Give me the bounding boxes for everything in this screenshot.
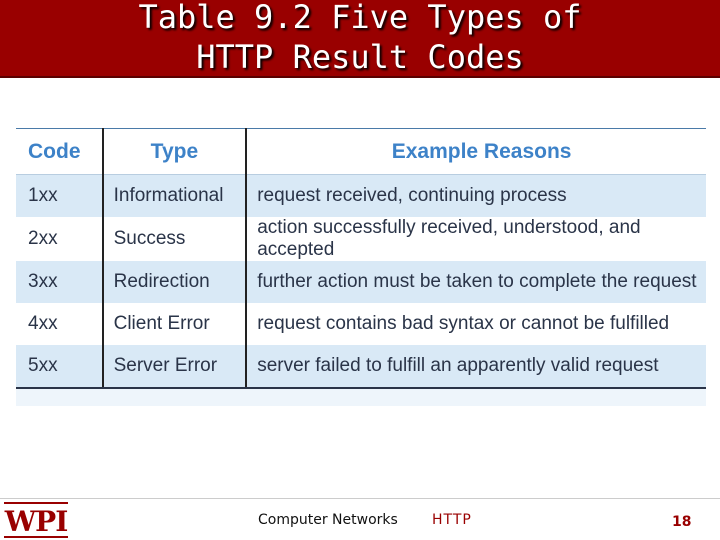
cell-type: Success [103, 217, 247, 261]
cell-code: 4xx [16, 303, 103, 345]
title-bar [0, 0, 720, 78]
wpi-logo: WPI [4, 502, 68, 538]
page-number: 18 [672, 514, 692, 530]
cell-reason: request contains bad syntax or cannot be fulfilled [246, 303, 706, 345]
cell-reason: server failed to fulfill an apparently valid request [246, 345, 706, 388]
cell-type: Server Error [103, 345, 247, 388]
cell-reason: request received, continuing process [246, 175, 706, 218]
footer-divider [0, 498, 720, 499]
table-row [16, 261, 706, 303]
footer-course-name: Computer Networks [258, 512, 398, 528]
http-result-codes-table [16, 128, 706, 389]
cell-type: Informational [103, 175, 247, 218]
slide-title [0, 0, 720, 77]
table-row [16, 175, 706, 218]
cell-code: 5xx [16, 345, 103, 388]
cell-type: Client Error [103, 303, 247, 345]
table-row [16, 345, 706, 388]
table-header-row [16, 129, 706, 175]
cell-reason: further action must be taken to complete the request [246, 261, 706, 303]
table-row [16, 303, 706, 345]
cell-reason: action successfully received, understood, and accepted [246, 217, 706, 261]
cell-code: 3xx [16, 261, 103, 303]
cell-code: 1xx [16, 175, 103, 218]
table-row [16, 217, 706, 261]
header-example-reasons: Example Reasons [246, 129, 706, 175]
slide-title-line2: HTTP Result Codes [196, 38, 524, 76]
footer-topic: HTTP [432, 512, 472, 528]
table-panel [16, 128, 706, 406]
slide-title-line1: Table 9.2 Five Types of [138, 0, 582, 36]
header-type: Type [103, 129, 247, 175]
header-code: Code [16, 129, 103, 175]
cell-code: 2xx [16, 217, 103, 261]
cell-type: Redirection [103, 261, 247, 303]
